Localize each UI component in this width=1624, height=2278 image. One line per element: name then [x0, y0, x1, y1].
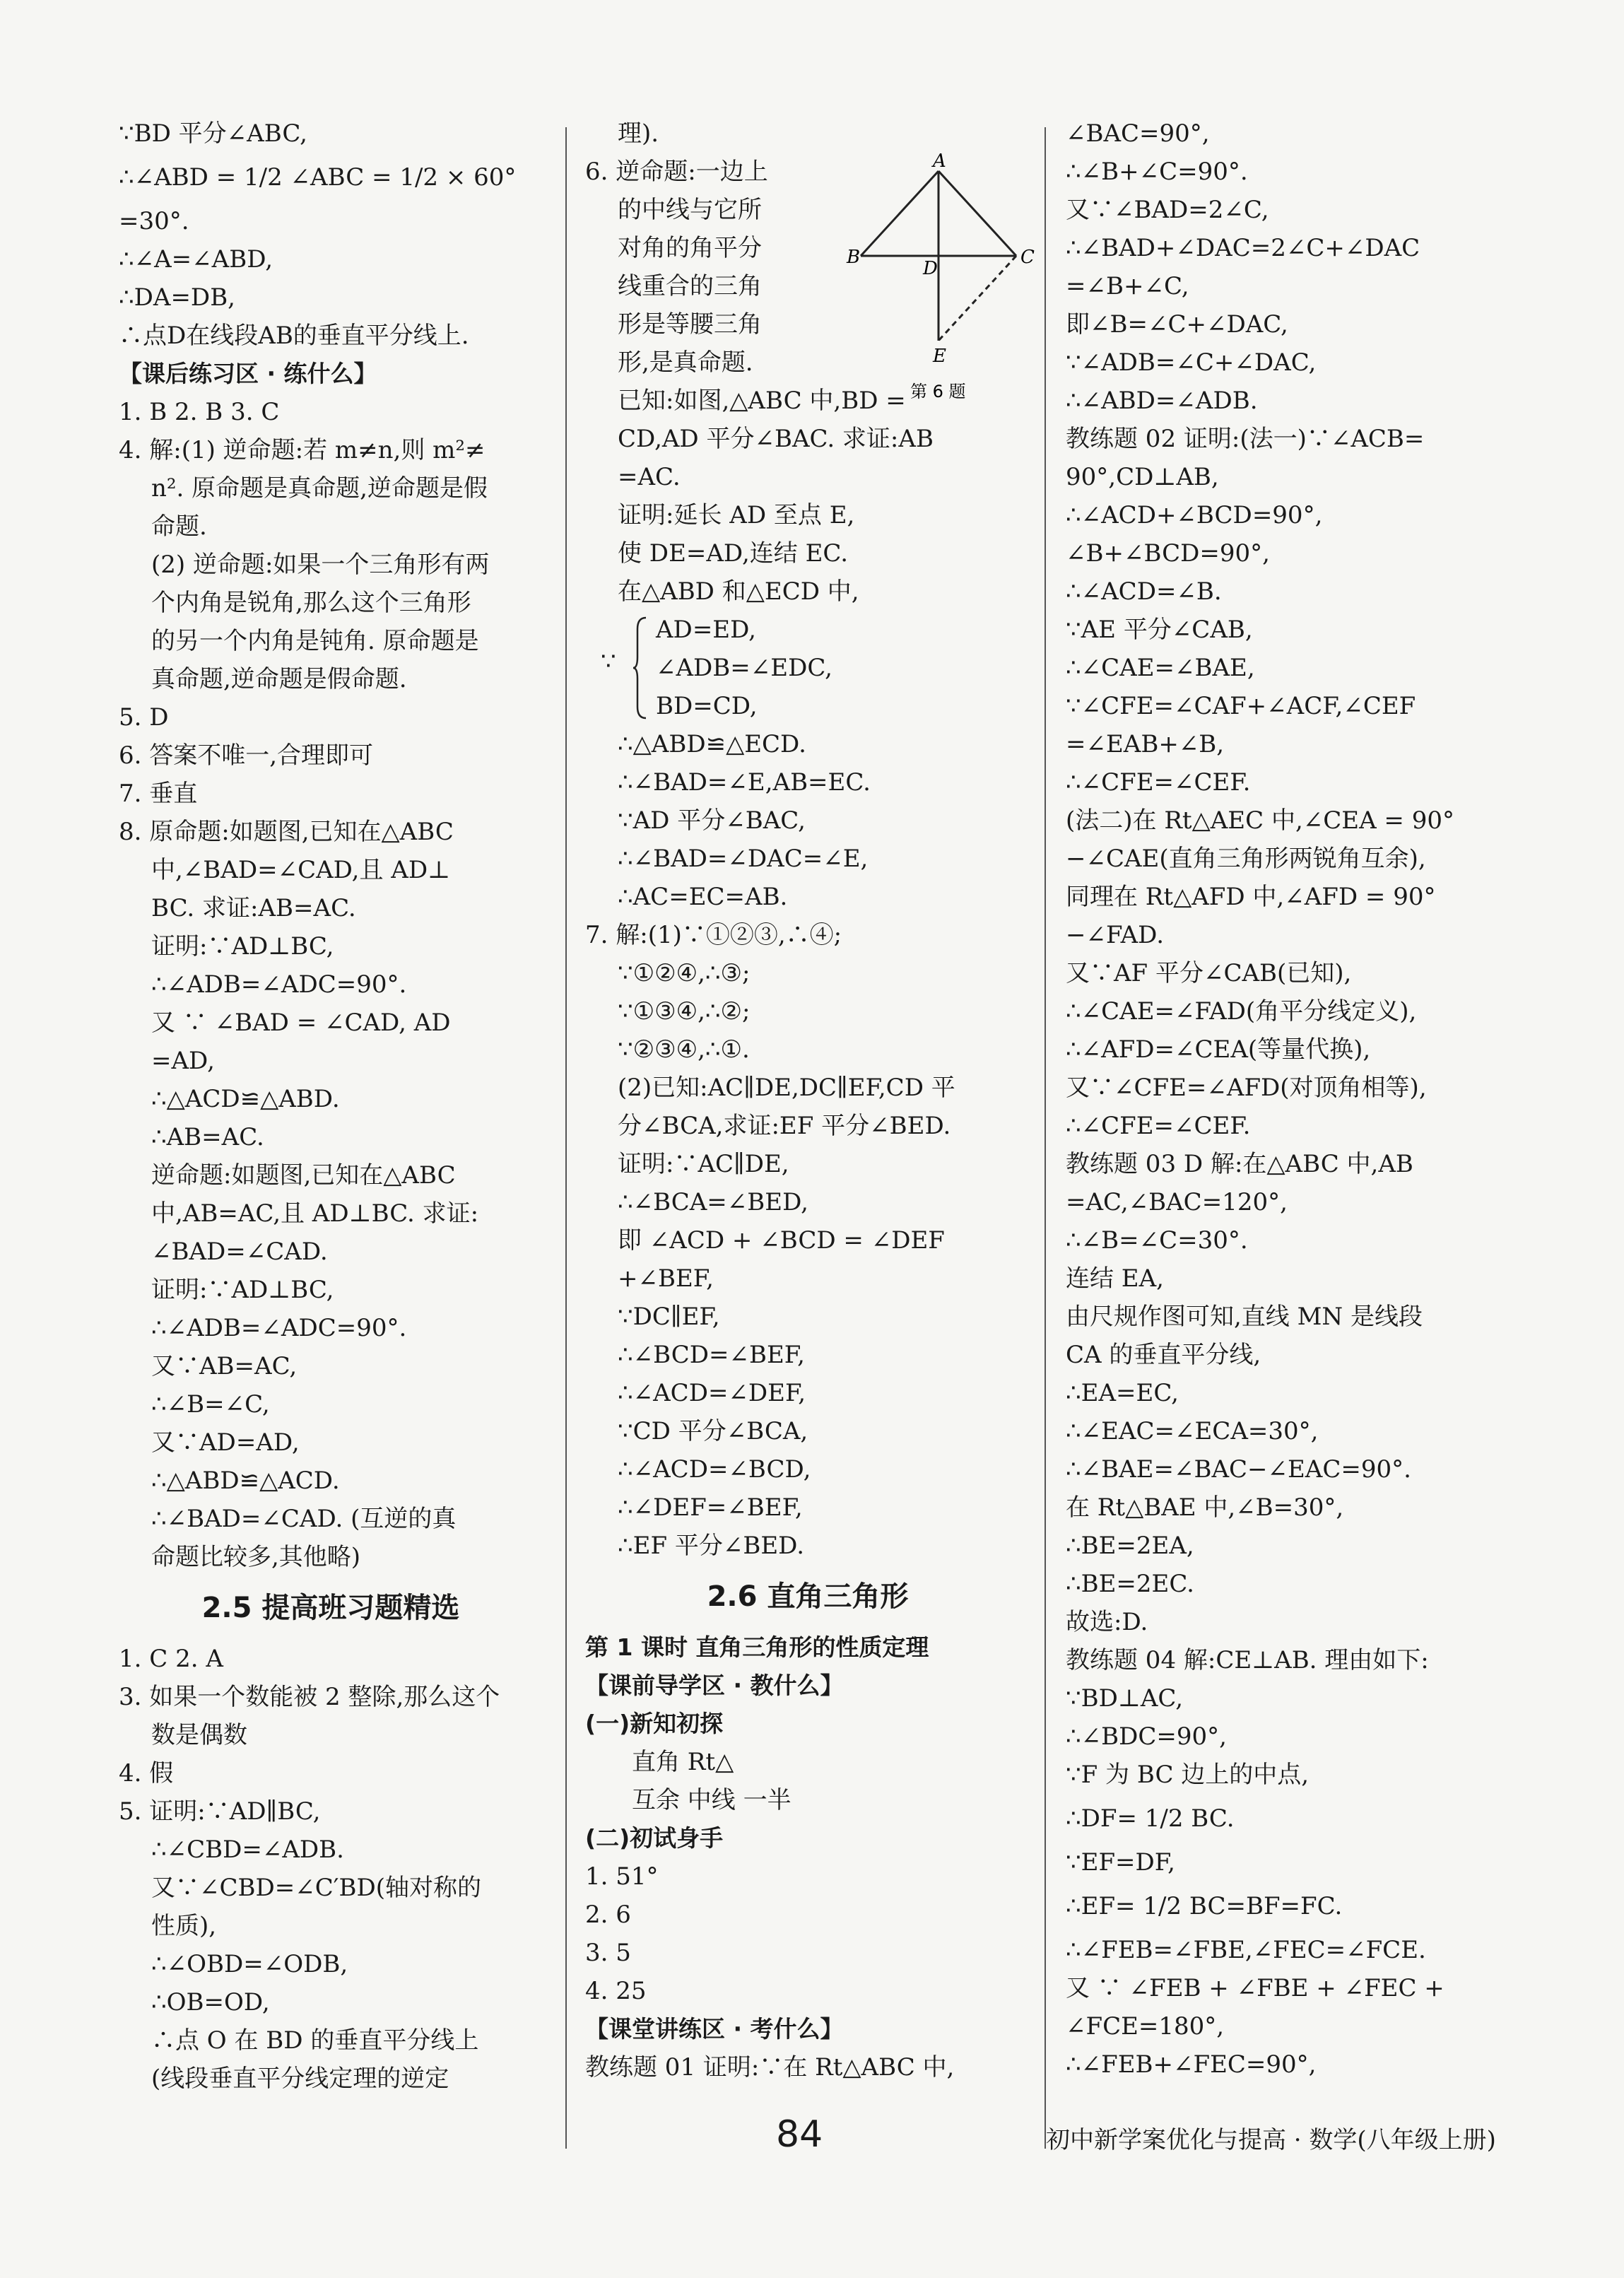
text-line: 命题.	[151, 512, 207, 541]
text-line: 已知:如图,△ABC 中,BD =	[618, 387, 906, 415]
text-line: 1. C 2. A	[119, 1645, 223, 1673]
column-3	[1066, 115, 1518, 2084]
text-line: 3. 如果一个数能被 2 整除,那么这个	[119, 1683, 500, 1711]
section-heading: 第 1 课时 直角三角形的性质定理	[585, 1633, 929, 1661]
text-line: CD,AD 平分∠BAC. 求证:AB	[618, 425, 934, 453]
text-line: 数是偶数	[151, 1721, 247, 1749]
text-line: 由尺规作图可知,直线 MN 是线段	[1066, 1303, 1423, 1331]
text-line: ∴∠A=∠ABD,	[119, 245, 273, 274]
text-line: 教练题 03 D 解:在△ABC 中,AB	[1066, 1150, 1413, 1178]
text-line: (法二)在 Rt△AEC 中,∠CEA = 90°	[1066, 806, 1454, 835]
text-line: ∴∠BAD=∠E,AB=EC.	[618, 768, 871, 797]
text-line: 教练题 01 证明:∵在 Rt△ABC 中,	[585, 2053, 955, 2082]
text-line: 中,AB=AC,且 AD⊥BC. 求证:	[151, 1199, 479, 1228]
column-divider-2	[1045, 127, 1046, 2149]
text-line: 在 Rt△BAE 中,∠B=30°,	[1066, 1493, 1344, 1522]
text-line: 的另一个内角是钝角. 原命题是	[151, 627, 479, 655]
text-line: ∴∠ADB=∠ADC=90°.	[151, 1314, 407, 1342]
text-line: (2)已知:AC∥DE,DC∥EF,CD 平	[618, 1074, 955, 1102]
text-line: 中,∠BAD=∠CAD,且 AD⊥	[151, 856, 451, 884]
text-line: 4. 假	[119, 1759, 174, 1787]
text-line: ∴∠FEB+∠FEC=90°,	[1066, 2050, 1317, 2079]
text-line: BC. 求证:AB=AC.	[151, 894, 356, 922]
text-line: 7. 垂直	[119, 780, 198, 808]
text-line: ∴∠OBD=∠ODB,	[151, 1950, 348, 1978]
text-line: +∠BEF,	[618, 1264, 714, 1293]
text-line: ∴∠BAD+∠DAC=2∠C+∠DAC	[1066, 234, 1420, 262]
text-line: ∵AE 平分∠CAB,	[1066, 616, 1253, 644]
text-line: ∴∠BCD=∠BEF,	[618, 1341, 805, 1369]
since-symbol: ∵	[601, 647, 616, 676]
text-line: 3. 5	[585, 1939, 631, 1967]
text-line: 形,是真命题.	[618, 348, 753, 377]
text-line: ∴BE=2EA,	[1066, 1532, 1194, 1560]
text-line: ∴EA=EC,	[1066, 1379, 1179, 1407]
text-line: 互余 中线 一半	[632, 1786, 792, 1814]
text-line: 又∵∠CBD=∠C′BD(轴对称的	[151, 1874, 481, 1902]
text-line: ∴∠BCA=∠BED,	[618, 1188, 808, 1216]
text-line: 的中线与它所	[618, 196, 762, 224]
text-line: 4. 解:(1) 逆命题:若 m≠n,则 m²≠	[119, 436, 486, 464]
text-line: ∵∠CFE=∠CAF+∠ACF,∠CEF	[1066, 692, 1416, 720]
text-line: ∴∠ADB=∠ADC=90°.	[151, 970, 407, 999]
text-line: ∵EF=DF,	[1066, 1848, 1175, 1877]
text-line: 个内角是锐角,那么这个三角形	[151, 589, 471, 617]
text-line: ∴∠CAE=∠BAE,	[1066, 654, 1255, 682]
section-heading: 【课后练习区 · 练什么】	[119, 360, 377, 387]
text-line: ∴∠AFD=∠CEA(等量代换),	[1066, 1035, 1371, 1064]
label-b: B	[847, 247, 861, 268]
text-line: 证明:∵AC∥DE,	[618, 1150, 789, 1178]
section-title: 2.5 提高班习题精选	[201, 1592, 460, 1624]
text-line: 形是等腰三角	[618, 310, 762, 339]
text-line: 即 ∠ACD + ∠BCD = ∠DEF	[618, 1226, 945, 1255]
text-line: 同理在 Rt△AFD 中,∠AFD = 90°	[1066, 883, 1436, 911]
text-line: CA 的垂直平分线,	[1066, 1341, 1261, 1369]
text-line: 又 ∵ ∠FEB + ∠FBE + ∠FEC +	[1066, 1974, 1444, 2002]
text-line: ∴∠DEF=∠BEF,	[618, 1493, 803, 1522]
text-line: 故选:D.	[1066, 1608, 1148, 1636]
text-line: ∴△ACD≌△ABD.	[151, 1085, 340, 1113]
text-line: 又∵∠CFE=∠AFD(对顶角相等),	[1066, 1074, 1427, 1102]
text-line: ∴∠BAE=∠BAC−∠EAC=90°.	[1066, 1455, 1411, 1484]
text-line: ∴∠BDC=90°,	[1066, 1722, 1227, 1751]
text-line: ∴∠ABD=∠ADB.	[1066, 387, 1258, 415]
text-line: ∴∠ABD = 1/2 ∠ABC = 1/2 × 60°	[119, 163, 517, 192]
text-line: 5. 证明:∵AD∥BC,	[119, 1797, 321, 1826]
text-line: 直角 Rt△	[632, 1748, 734, 1776]
text-line: ∴AC=EC=AB.	[618, 883, 788, 911]
text-line: ∴OB=OD,	[151, 1988, 270, 2016]
text-line: ∵①③④,∴②;	[618, 997, 751, 1026]
brace-icon	[632, 615, 647, 721]
text-line: 分∠BCA,求证:EF 平分∠BED.	[618, 1112, 951, 1140]
text-line: ∴点 O 在 BD 的垂直平分线上	[151, 2026, 479, 2055]
text-line: ∴∠ACD=∠BCD,	[618, 1455, 811, 1484]
text-line: ∴∠B=∠C,	[151, 1390, 270, 1419]
text-line: ∵①②④,∴③;	[618, 959, 751, 987]
brace-line: AD=ED,	[656, 616, 756, 644]
text-line: 线重合的三角	[618, 272, 762, 300]
text-line: ∵AD 平分∠BAC,	[618, 806, 806, 835]
text-line: ∵CD 平分∠BCA,	[618, 1417, 808, 1445]
text-line: 7. 解:(1)∵①②③,∴④;	[585, 921, 842, 949]
text-line: ∴AB=AC.	[151, 1123, 264, 1151]
text-line: ∴EF= 1/2 BC=BF=FC.	[1066, 1892, 1343, 1920]
text-line: 教练题 02 证明:(法一)∵∠ACB=	[1066, 425, 1425, 453]
brace-line: ∠ADB=∠EDC,	[656, 654, 832, 682]
text-line: 5. D	[119, 703, 169, 732]
text-line: (2) 逆命题:如果一个三角形有两	[151, 551, 490, 579]
text-line: 逆命题:如题图,已知在△ABC	[151, 1161, 456, 1190]
text-line: 使 DE=AD,连结 EC.	[618, 539, 849, 568]
text-line: 连结 EA,	[1066, 1264, 1164, 1293]
text-line: =AD,	[151, 1047, 215, 1075]
text-line: 6. 答案不唯一,合理即可	[119, 741, 374, 770]
book-footer: 初中新学案优化与提高 · 数学(八年级上册)	[1046, 2126, 1496, 2154]
text-line: 对角的角平分	[618, 234, 762, 262]
text-line: −∠FAD.	[1066, 921, 1165, 949]
text-line: ∴∠ACD=∠DEF,	[618, 1379, 806, 1407]
text-line: ∴∠FEB=∠FBE,∠FEC=∠FCE.	[1066, 1936, 1426, 1964]
text-line: ∠BAD=∠CAD.	[151, 1238, 328, 1266]
text-line: ∴∠CAE=∠FAD(角平分线定义),	[1066, 997, 1417, 1026]
text-line: ∠BAC=90°,	[1066, 119, 1210, 148]
text-line: 8. 原命题:如题图,已知在△ABC	[119, 818, 454, 846]
text-line: ∵BD⊥AC,	[1066, 1684, 1184, 1713]
triangle-figure	[847, 151, 1035, 425]
text-line: 又∵AD=AD,	[151, 1428, 300, 1457]
text-line: 教练题 04 解:CE⊥AB. 理由如下:	[1066, 1646, 1429, 1674]
text-line: ∵∠ADB=∠C+∠DAC,	[1066, 348, 1317, 377]
text-line: 证明:延长 AD 至点 E,	[618, 501, 855, 529]
text-line: ∴△ABD≌△ECD.	[618, 730, 806, 758]
text-line: =AC,∠BAC=120°,	[1066, 1188, 1288, 1216]
text-line: ∴点D在线段AB的垂直平分线上.	[119, 322, 469, 350]
text-line: =30°.	[119, 207, 189, 235]
text-line: ∴DF= 1/2 BC.	[1066, 1804, 1235, 1833]
text-line: ∠B+∠BCD=90°,	[1066, 539, 1270, 568]
text-line: 理).	[618, 119, 659, 148]
text-line: ∴∠B=∠C=30°.	[1066, 1226, 1248, 1255]
text-line: ∴∠CBD=∠ADB.	[151, 1836, 344, 1864]
text-line: 证明:∵AD⊥BC,	[151, 932, 334, 961]
figure-caption: 第 6 题	[910, 382, 966, 401]
text-line: =AC.	[618, 463, 681, 491]
text-line: 又∵∠BAD=2∠C,	[1066, 196, 1269, 224]
text-line: ∴∠BAD=∠DAC=∠E,	[618, 845, 869, 873]
text-line: ∵BD 平分∠ABC,	[119, 119, 307, 148]
text-line: 在△ABD 和△ECD 中,	[618, 577, 859, 606]
text-line: 90°,CD⊥AB,	[1066, 463, 1219, 491]
section-heading: 【课堂讲练区 · 考什么】	[585, 2015, 844, 2043]
text-line: 6. 逆命题:一边上	[585, 158, 768, 186]
column-1	[119, 115, 543, 2098]
text-line: ∴DA=DB,	[119, 283, 235, 312]
text-line: ∴∠BAD=∠CAD. (互逆的真	[151, 1505, 457, 1533]
text-line: 1. B 2. B 3. C	[119, 398, 280, 426]
congruence-conditions	[585, 611, 1030, 725]
text-line: ∴BE=2EC.	[1066, 1570, 1194, 1598]
text-line: 2. 6	[585, 1901, 631, 1929]
text-line: 4. 25	[585, 1977, 647, 2005]
column-2	[585, 115, 1035, 2086]
page-number: 84	[776, 2113, 823, 2156]
text-line: 又∵AB=AC,	[151, 1352, 298, 1380]
label-d: D	[923, 258, 938, 279]
text-line: =∠EAB+∠B,	[1066, 730, 1225, 758]
text-line: ∴∠ACD+∠BCD=90°,	[1066, 501, 1323, 529]
section-heading: (一)新知初探	[585, 1710, 724, 1737]
column-2-bottom	[585, 725, 1030, 2086]
text-line: 证明:∵AD⊥BC,	[151, 1276, 334, 1304]
text-line: (线段垂直平分线定理的逆定	[151, 2065, 449, 2093]
text-line: ∵F 为 BC 边上的中点,	[1066, 1761, 1310, 1789]
text-line: ∴△ABD≌△ACD.	[151, 1467, 340, 1495]
section-heading: 【课前导学区 · 教什么】	[585, 1672, 844, 1699]
section-heading: (二)初试身手	[585, 1824, 724, 1852]
brace-line: BD=CD,	[656, 692, 758, 720]
text-line: 又∵AF 平分∠CAB(已知),	[1066, 959, 1352, 987]
text-line: ∵DC∥EF,	[618, 1303, 720, 1331]
text-line: ∴∠ACD=∠B.	[1066, 577, 1222, 606]
text-line: ∴∠CFE=∠CEF.	[1066, 768, 1251, 797]
text-line: ∵②③④,∴①.	[618, 1035, 750, 1064]
text-line: ∴EF 平分∠BED.	[618, 1532, 804, 1560]
label-e: E	[933, 346, 946, 367]
text-line: 1. 51°	[585, 1862, 659, 1891]
text-line: 又 ∵ ∠BAD = ∠CAD, AD	[151, 1009, 451, 1037]
column-divider-1	[565, 127, 567, 2149]
problem-6-block	[585, 115, 1035, 611]
text-line: −∠CAE(直角三角形两锐角互余),	[1066, 845, 1426, 873]
text-line: 真命题,逆命题是假命题.	[151, 665, 407, 693]
label-c: C	[1020, 247, 1035, 268]
text-line: =∠B+∠C,	[1066, 272, 1189, 300]
text-line: 命题比较多,其他略)	[151, 1543, 361, 1571]
text-line: n². 原命题是真命题,逆命题是假	[151, 474, 488, 503]
text-line: ∴∠CFE=∠CEF.	[1066, 1112, 1251, 1140]
text-line: ∠FCE=180°,	[1066, 2012, 1225, 2041]
section-title: 2.6 直角三角形	[707, 1580, 909, 1613]
text-line: ∴∠B+∠C=90°.	[1066, 158, 1248, 186]
text-line: ∴∠EAC=∠ECA=30°,	[1066, 1417, 1319, 1445]
text-line: 性质),	[151, 1912, 217, 1940]
text-line: 即∠B=∠C+∠DAC,	[1066, 310, 1288, 339]
label-a: A	[933, 151, 946, 172]
